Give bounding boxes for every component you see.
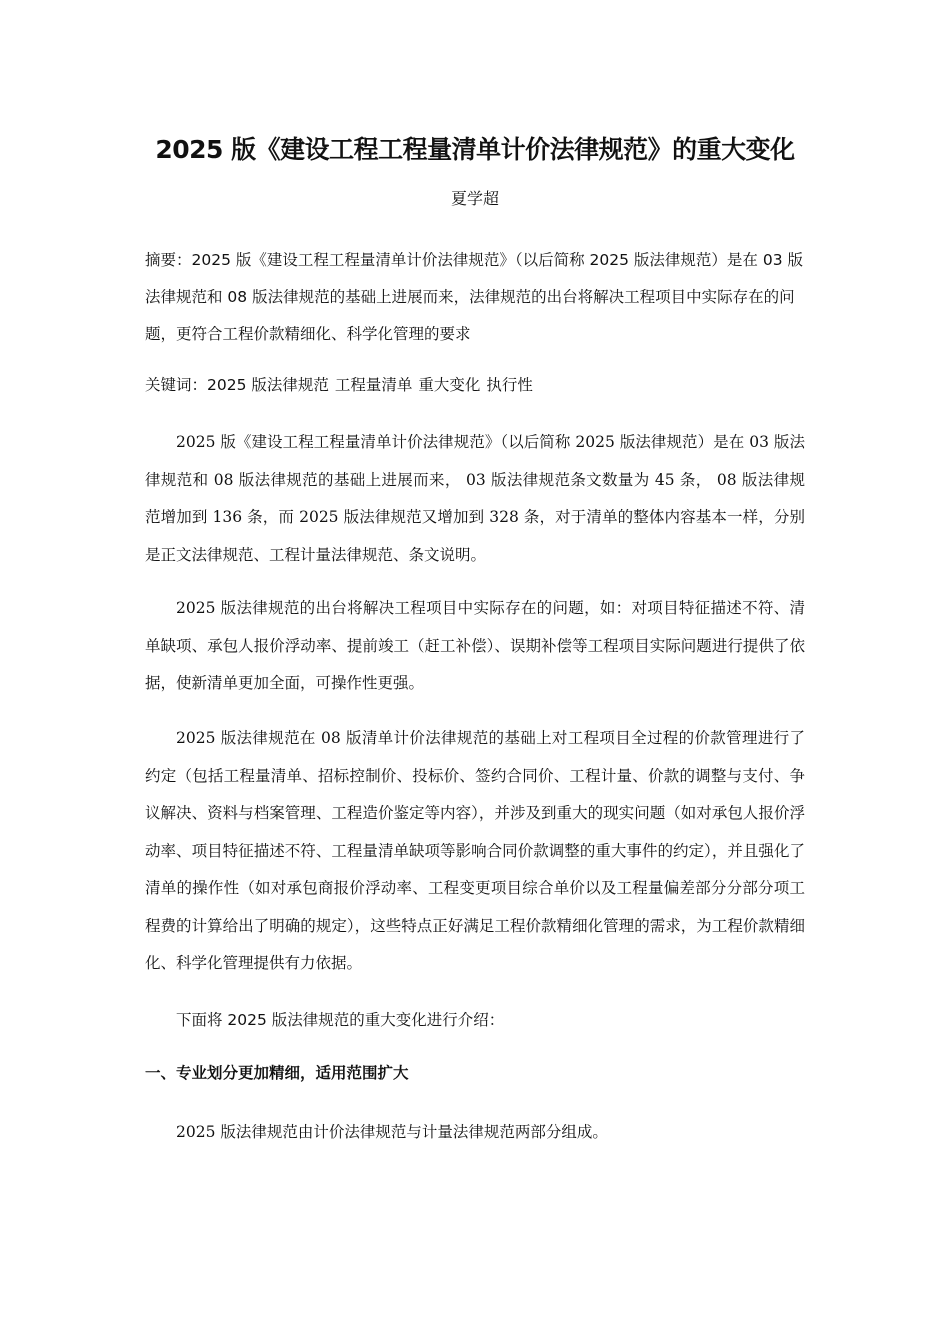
keyword: 2025 版法律规范 bbox=[207, 376, 329, 394]
keywords-label: 关键词： bbox=[145, 376, 208, 394]
keyword: 工程量清单 bbox=[334, 376, 413, 394]
author-name: 夏学超 bbox=[450, 189, 499, 208]
section-heading: 一、专业划分更加精细，适用范围扩大 bbox=[145, 1064, 409, 1082]
keyword: 重大变化 bbox=[418, 376, 481, 394]
keyword: 执行性 bbox=[486, 376, 533, 394]
body-paragraph: 2025 版法律规范由计价法律规范与计量法律规范两部分组成。 bbox=[176, 1123, 608, 1141]
intro-line: 下面将 2025 版法律规范的重大变化进行介绍： bbox=[176, 1011, 505, 1029]
abstract: 摘要：2025 版《建设工程工程量清单计价法律规范》（以后简称 2025 版法律规范）是在 03 版法律规范和 08 版法律规范的基础上进展而来，法律规范的出台将解决工程项目中实际存在的问题，更符合工程价款精细化、科学化管理的要求 bbox=[145, 251, 804, 343]
body-paragraph: 2025 版法律规范在 08 版清单计价法律规范的基础上对工程项目全过程的价款管理进行了约定（包括工程量清单、招标控制价、投标价、签约合同价、工程计量、价款的调整与支付、争议解决、资料与档案管理、工程造价鉴定等内容），并涉及到重大的现实问题（如对承包人报价浮动率、项目特征描述不符、工程量清单缺项等影响合同价款调整的重大事件的约定），并且强化了清单的操作性（如对承包商报价浮动率、工程变更项目综合单价以及工程量偏差部分分部分项工程费的计算给出了明确的规定），这些特点正好满足工程价款精细化管理的需求，为工程价款精细化、科学化管理提供有力依据。 bbox=[145, 729, 805, 972]
body-paragraph: 2025 版法律规范的出台将解决工程项目中实际存在的问题，如：对项目特征描述不符、清单缺项、承包人报价浮动率、提前竣工（赶工补偿）、误期补偿等工程项目实际问题进行提供了依据，使新清单更加全面，可操作性更强。 bbox=[145, 599, 805, 692]
document-title: 2025 版《建设工程工程量清单计价法律规范》的重大变化 bbox=[155, 135, 795, 164]
keywords-line bbox=[145, 370, 805, 400]
body-paragraph: 2025 版《建设工程工程量清单计价法律规范》（以后简称 2025 版法律规范）是在 03 版法律规范和 08 版法律规范的基础上进展而来， 03 版法律规范条文数量为 45 条， 08 版法律规范增加到 136 条，而 2025 版法律规范又增加到 328 条，对于清单的整体内容基本一样，分别是正文法律规范、工程计量法律规范、条文说明。 bbox=[145, 433, 805, 564]
